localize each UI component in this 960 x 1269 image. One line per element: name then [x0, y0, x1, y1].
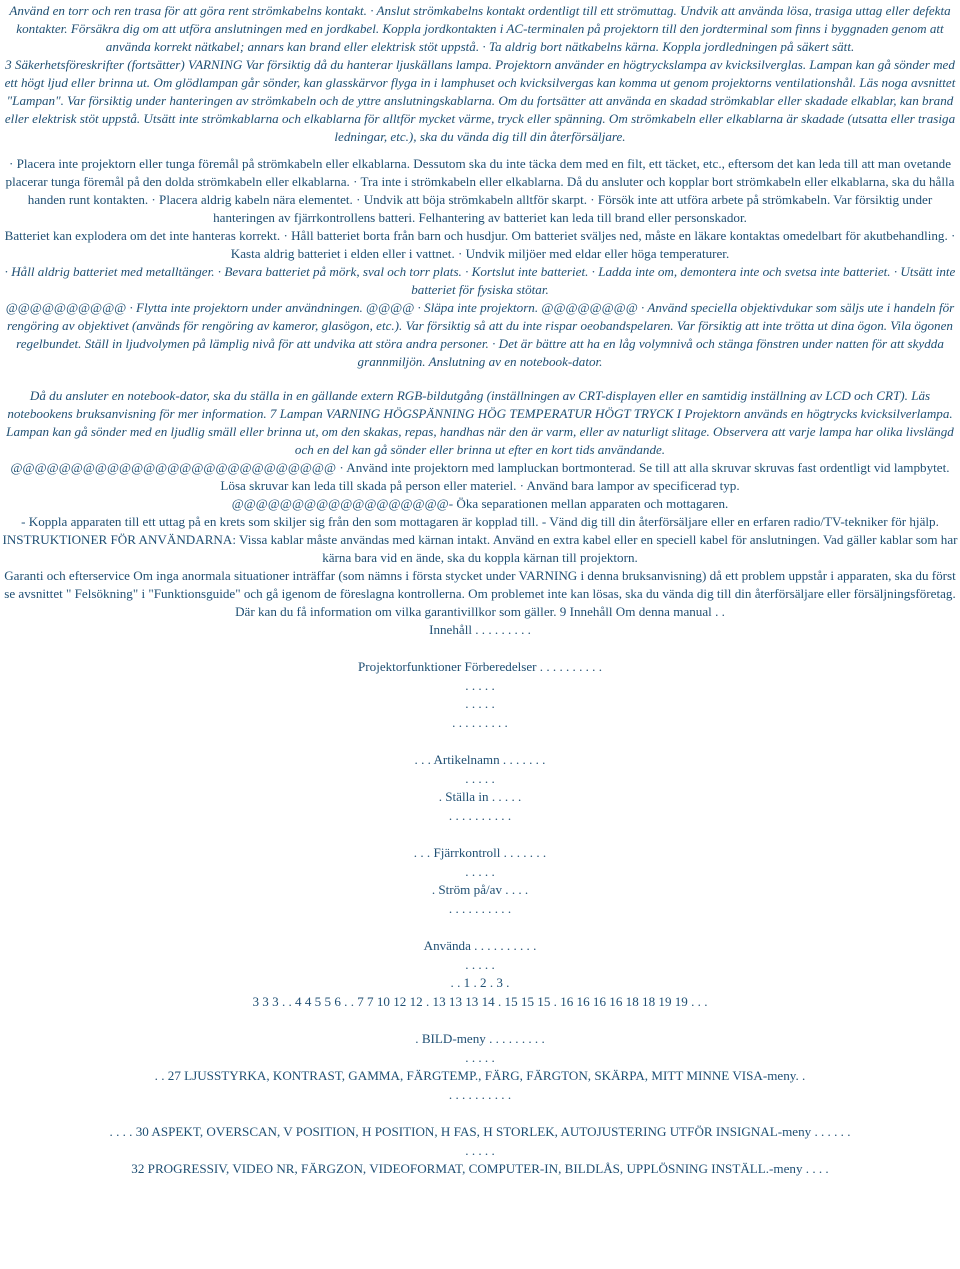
paragraph-lamp-replacement: @@@@@@@@@@@@@@@@@@@@@@@@@@@ · Använd inte projektorn med lampluckan bortmonterad. Se till att alla skruvar skruvas fast ordentligt vid lampbytet. Lösa skruvar kan leda till skada på person eller materiel. · Använd bara lampor av specificerad typ. [10, 460, 950, 493]
toc-line [2, 919, 958, 938]
toc-line: . . . . . [465, 1049, 495, 1065]
toc-line [2, 826, 958, 845]
toc-line: . . . . . . . . . . [448, 807, 512, 823]
toc-line [2, 1011, 958, 1030]
toc-line: . . . . . [465, 863, 495, 879]
toc-line: 3 3 3 . . 4 4 5 5 6 . . 7 7 10 12 12 . 13 13 13 14 . 15 15 15 . 16 16 16 16 18 18 19 19 . . . [252, 993, 708, 1009]
spacer [2, 146, 958, 155]
toc-line: . . . . . . . . . . [448, 900, 512, 916]
toc-line: Använda . . . . . . . . . . [423, 938, 537, 954]
paragraph-projector-care: @@@@@@@@@@ · Flytta inte projektorn under användningen. @@@@ · Släpa inte projektorn. @@@@@@@@ · Använd speciella objektivdukar som säljs ute i handeln för rengöring av objektivet (används för rengöring av kameror, glasögon, etc.). Var försiktig så att du inte rispar oeobandspelaren. Var försiktig att inte trötta ut dina ögon. Vila ögonen regelbundet. Ställ in ljudvolymen på lämplig nivå för att undvika att störa andra personer. · Det är bättre att ha en låg volymnivå och stänga fönstren under natten för att skydda grannmiljön. Anslutning av en notebook-dator. [5, 300, 955, 369]
paragraph-safety-lamp: 3 Säkerhetsföreskrifter (fortsätter) VARNING Var försiktig då du hanterar ljuskällans lampa. Projektorn använder en högtryckslampa av kvicksilverglas. Lampan kan gå sönder med ett högt ljud eller brinna ut. Om glödlampan går sönder, kan glasskärvor flyga in i lamphuset och kvicksilvergas kan komma ut genom projektorns ventilationshål. Läs noga avsnittet "Lampan". Var försiktig under hanteringen av strömkabeln och de yttre anslutningskablarna. Om du fortsätter att använda en skadad strömkablar eller skadade elkablar, kan brand eller elektrisk stöt uppstå. Utsätt inte strömkablarna och elkablarna för alltför mycket värme, tryck eller spänning. Om strömkabeln eller elkablarna är skadade (utsatta eller trasiga ledningar, etc.), ska du vända dig till din återförsäljare. [4, 57, 956, 144]
toc-line: . . . . . [465, 696, 495, 712]
toc-line: . . . . . [465, 677, 495, 693]
paragraph-instructions: - Koppla apparaten till ett uttag på en krets som skiljer sig från den som mottagaren är kopplad till. - Vänd dig till din återförsäljare eller en erfaren radio/TV-tekniker för hjälp. INSTRUKTIONER FÖR ANVÄNDARNA: Vissa kablar måste användas med kärnan intakt. Använd en extra kabel eller en speciell kabel för anslutningen. Vad gäller kablar som har kärna bara vid en ände, ska du koppla kärnan till projektorn. [2, 514, 958, 565]
paragraph-battery-care: · Håll aldrig batteriet med metalltänger. · Bevara batteriet på mörk, sval och torr plats. · Kortslut inte batteriet. · Ladda inte om, demontera inte och svetsa inte batteriet. · Utsätt inte batteriet för fysiska stötar. [4, 264, 956, 297]
paragraph-cable-handling: · Placera inte projektorn eller tunga föremål på strömkabeln eller elkablarna. Dessutom ska du inte täcka dem med en filt, ett täcket, etc., eftersom det kan leda till att man ovetande placerar tunga föremål på den dolda strömkabeln eller elkablarna. · Tra inte i strömkabeln eller elkablarna. Då du ansluter och kopplar bort strömkabeln eller elkablarna, ska du hålla handen runt kontakten. · Placera aldrig kabeln nära elementet. · Undvik att böja strömkabeln alltför skarpt. · Försök inte att utföra arbete på strömkabeln. Var försiktig under hanteringen av fjärrkontrollens batteri. Felhantering av batteriet kan leda till brand eller personskador. [5, 156, 955, 225]
table-of-contents [2, 621, 958, 1179]
toc-line: . . . Fjärrkontroll . . . . . . . [413, 845, 547, 861]
toc-line [2, 640, 958, 659]
toc-line: . . . . . [465, 1142, 495, 1158]
spacer [2, 371, 958, 387]
toc-line: . . 27 LJUSSTYRKA, KONTRAST, GAMMA, FÄRGTEMP., FÄRG, FÄRGTON, SKÄRPA, MITT MINNE VISA-meny. . [154, 1068, 806, 1084]
toc-line: . Ställa in . . . . . [438, 789, 522, 805]
toc-line: Innehåll . . . . . . . . . [429, 622, 531, 637]
paragraph-warranty: Garanti och efterservice Om inga anormala situationer inträffar (som nämns i första stycket under VARNING i denna bruksanvisning) då ett problem uppstår i apparaten, ska du först se avsnittet " Felsökning" i "Funktionsguide" och gå igenom de föreslagna kontrollerna. Om problemet inte kan lösas, ska du vända dig till din återförsäljare eller försäljningsföretag. Där kan du få information om vilka garantivillkor som gäller. 9 Innehåll Om denna manual . . [4, 568, 956, 619]
toc-line: . Ström på/av . . . . [431, 882, 529, 898]
paragraph-power-cable: Använd en torr och ren trasa för att göra rent strömkabelns kontakt. · Anslut strömkabelns kontakt ordentligt till ett strömuttag. Undvik att använda lösa, trasiga uttag eller defekta kontakter. Försäkra dig om att utföra anslutningen med en jordkabel. Koppla jordkontakten i AC-terminalen på projektorn till den jordterminal som finns i byggnaden genom att använda korrekt nätkabel; annars kan brand eller elektrisk stöt uppstå. · Ta aldrig bort nätkabelns kärna. Koppla jordledningen på säkert sätt. [9, 3, 951, 54]
toc-line: Projektorfunktioner Förberedelser . . . . . . . . . . [358, 659, 602, 675]
toc-line: . . . . . [465, 956, 495, 972]
toc-line: . . . . 30 ASPEKT, OVERSCAN, V POSITION, H POSITION, H FAS, H STORLEK, AUTOJUSTERING UTFÖR INSIGNAL-meny . . . . . . [109, 1124, 851, 1140]
toc-line: . . . . . [465, 770, 495, 786]
toc-line: . BILD-meny . . . . . . . . . [415, 1031, 545, 1047]
toc-line [2, 1104, 958, 1123]
paragraph-battery: Batteriet kan explodera om det inte hanteras korrekt. · Håll batteriet borta från barn och husdjur. Om batteriet sväljes ned, måste en läkare kontaktas omedelbart för akutbehandling. · Kasta aldrig batteriet i elden eller i vattnet. · Undvik miljöer med eldar eller höga temperaturer. [4, 228, 956, 261]
toc-line: . . . . . . . . . [452, 714, 508, 730]
paragraph-notebook-lamp: Då du ansluter en notebook-dator, ska du ställa in en gällande extern RGB-bildutgång (inställningen av CRT-displayen eller en samtidig inställning av LCD och CRT). Läs notebookens bruksanvisning för mer information. 7 Lampan VARNING HÖGSPÄNNING HÖG TEMPERATUR HÖGT TRYCK I Projektorn används en högtrycks kvicksilverlampa. Lampan kan gå sönder med en ljudlig smäll eller brinna ut, om den skakas, repas, handhas när den är varm, eller av naturligt slitage. Observera att varje lampa har olika livslängd och en del kan gå sönder eller brinna ut efter en kort tids användande. [6, 388, 954, 457]
toc-line: . . . Artikelnamn . . . . . . . [414, 752, 546, 768]
toc-line: . . 1 . 2 . 3 . [450, 975, 510, 991]
toc-line [2, 733, 958, 752]
paragraph-separation: @@@@@@@@@@@@@@@@@@- Öka separationen mellan apparaten och mottagaren. [231, 496, 729, 511]
toc-line: 32 PROGRESSIV, VIDEO NR, FÄRGZON, VIDEOFORMAT, COMPUTER-IN, BILDLÅS, UPPLÖSNING INSTÄLL.-meny . . . . [131, 1161, 829, 1177]
toc-line: . . . . . . . . . . [448, 1086, 512, 1102]
